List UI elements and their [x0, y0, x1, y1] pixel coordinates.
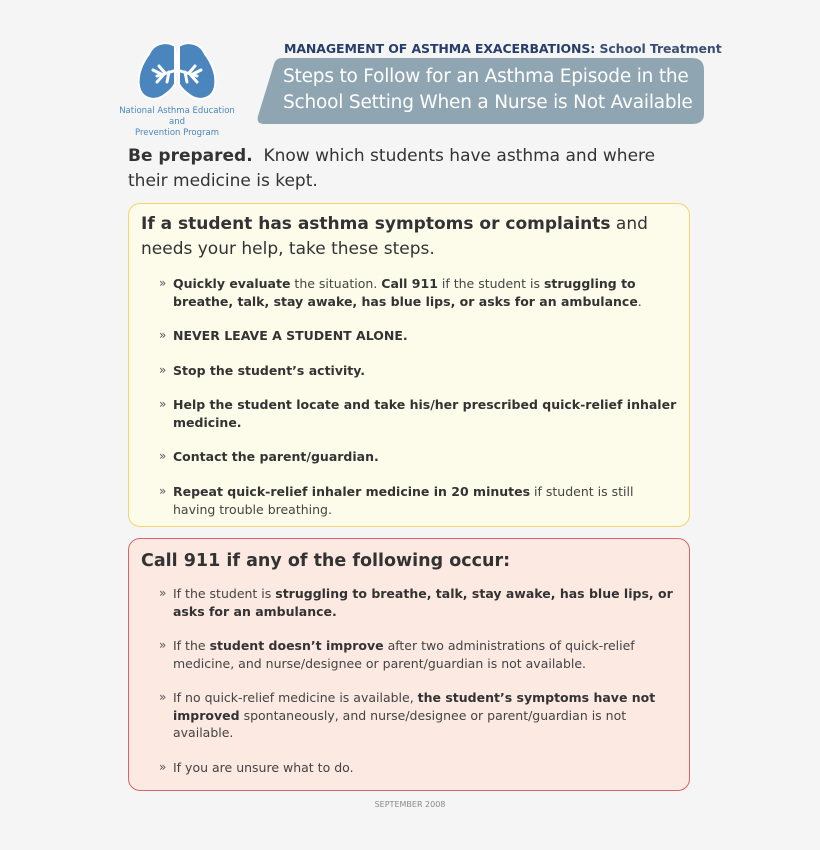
page-title: Steps to Follow for an Asthma Episode in the School Setting When a Nurse is Not Available	[283, 66, 693, 113]
list-item-text: Repeat quick-relief inhaler medicine in 20 minutes if student is still having trouble breathing.	[173, 484, 634, 517]
chevron-bullet-icon: »	[159, 586, 167, 600]
document-kicker	[284, 41, 722, 56]
intro-body: Know which students have asthma and where their medicine is kept.	[128, 146, 656, 191]
list-item-text: Quickly evaluate the situation. Call 911 if the student is struggling to breathe, talk, stay awake, has blue lips, or asks for an ambulance.	[173, 276, 642, 309]
call911-box	[128, 538, 690, 791]
lungs-icon	[135, 40, 219, 104]
chevron-bullet-icon: »	[159, 397, 167, 411]
title-banner	[256, 58, 704, 124]
chevron-bullet-icon: »	[159, 449, 167, 463]
list-item-text: If no quick-relief medicine is available, the student’s symptoms have not improved spontaneously, and nurse/designee or parent/guardian is not available.	[173, 690, 656, 740]
list-item-text: Contact the parent/guardian.	[173, 449, 379, 464]
chevron-bullet-icon: »	[159, 638, 167, 652]
intro-text	[128, 144, 688, 194]
list-item-text: If the student doesn’t improve after two administrations of quick-relief medicine, and nurse/designee or parent/guardian is not available.	[173, 638, 635, 671]
list-item-text: If the student is struggling to breathe, talk, stay awake, has blue lips, or asks for an ambulance.	[173, 586, 673, 619]
kicker-bold: MANAGEMENT OF ASTHMA EXACERBATIONS:	[284, 41, 596, 56]
chevron-bullet-icon: »	[159, 328, 167, 342]
call911-heading: Call 911 if any of the following occur:	[141, 551, 511, 571]
list-item-text: If you are unsure what to do.	[173, 760, 354, 775]
chevron-bullet-icon: »	[159, 760, 167, 774]
steps-box	[128, 203, 690, 527]
chevron-bullet-icon: »	[159, 363, 167, 377]
chevron-bullet-icon: »	[159, 484, 167, 498]
list-item-text: Stop the student’s activity.	[173, 363, 365, 378]
footer-date: SEPTEMBER 2008	[374, 800, 446, 809]
list-item-text: Help the student locate and take his/her prescribed quick-relief inhaler medicine.	[173, 397, 677, 430]
steps-heading: If a student has asthma symptoms or complaints and needs your help, take these steps.	[141, 214, 648, 259]
chevron-bullet-icon: »	[159, 690, 167, 704]
org-name: National Asthma Education and Prevention Program	[119, 106, 235, 138]
intro-bold: Be prepared.	[128, 146, 253, 166]
chevron-bullet-icon: »	[159, 276, 167, 290]
kicker-sub: School Treatment	[599, 41, 722, 56]
naepp-logo	[112, 40, 242, 139]
list-item-text: NEVER LEAVE A STUDENT ALONE.	[173, 328, 408, 343]
